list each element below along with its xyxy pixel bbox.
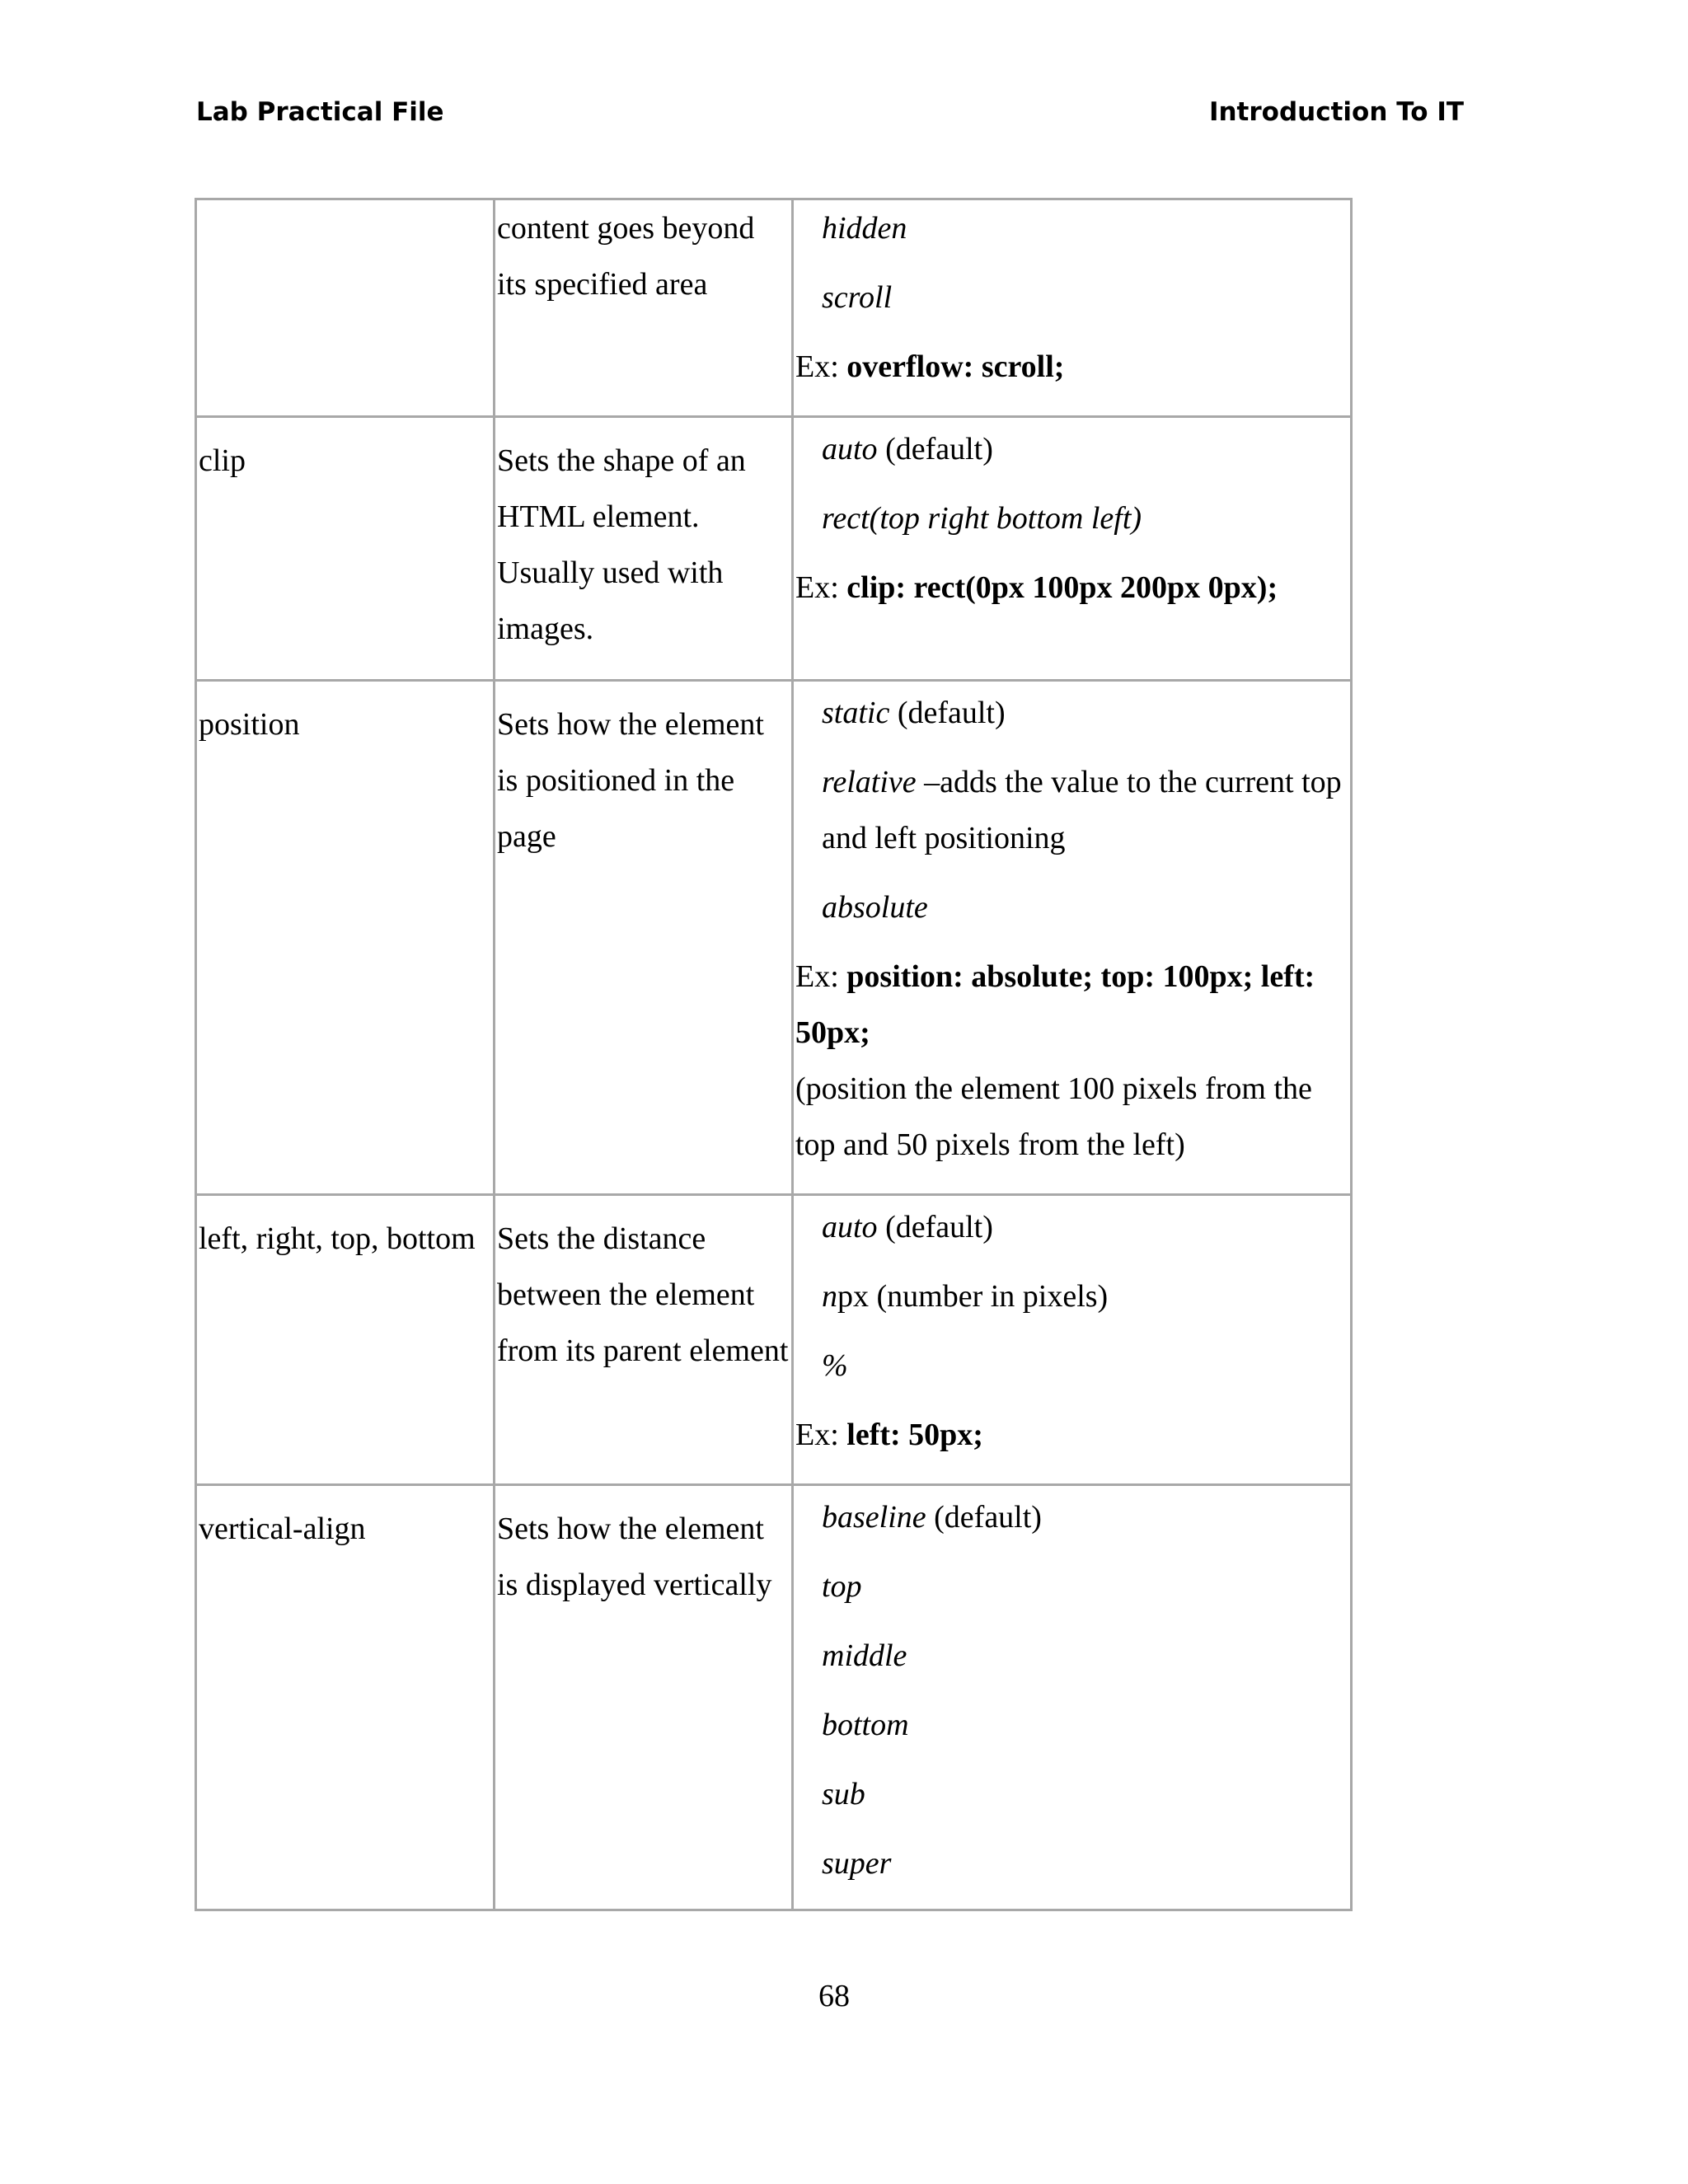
header-left: Lab Practical File — [196, 97, 444, 127]
example-line: Ex: position: absolute; top: 100px; left: 50px; — [795, 959, 1315, 1050]
example-note: (position the element 100 pixels from the top and 50 pixels from the left) — [795, 1071, 1312, 1162]
property-cell — [196, 199, 495, 417]
description-cell — [495, 681, 793, 1195]
option-value: % — [822, 1348, 848, 1383]
option-value: baseline (default) — [822, 1500, 1042, 1535]
values-cell — [793, 417, 1352, 681]
option-value: middle — [822, 1638, 907, 1673]
property-cell: position — [196, 681, 495, 1195]
description-text: content goes beyond its specified area — [497, 211, 755, 302]
description-cell — [495, 417, 793, 681]
table-row — [196, 199, 1352, 417]
example-line: Ex: overflow: scroll; — [795, 349, 1065, 384]
property-cell: clip — [196, 417, 495, 681]
option-value: rect(top right bottom left) — [822, 501, 1142, 536]
values-cell — [793, 1485, 1352, 1910]
option-value: auto (default) — [822, 1210, 993, 1244]
description-cell — [495, 199, 793, 417]
description-cell — [495, 1485, 793, 1910]
option-value: npx (number in pixels) — [822, 1279, 1109, 1314]
values-cell — [793, 199, 1352, 417]
table-row — [196, 681, 1352, 1195]
property-cell: vertical-align — [196, 1485, 495, 1910]
values-cell — [793, 681, 1352, 1195]
option-value: super — [822, 1846, 892, 1881]
description-text: Sets how the element is positioned in the page — [497, 707, 764, 854]
option-value: scroll — [822, 280, 893, 315]
option-value: relative –adds the value to the current top and left positioning — [822, 765, 1342, 855]
table-row — [196, 417, 1352, 681]
description-cell — [495, 1195, 793, 1485]
option-value: hidden — [822, 211, 907, 246]
property-cell: left, right, top, bottom — [196, 1195, 495, 1485]
example-line: Ex: left: 50px; — [795, 1418, 983, 1452]
header-right: Introduction To IT — [1208, 97, 1464, 127]
description-text: Sets the shape of an HTML element. Usually used with images. — [497, 443, 746, 646]
option-value: static (default) — [822, 696, 1006, 730]
example-line: Ex: clip: rect(0px 100px 200px 0px); — [795, 570, 1278, 605]
description-text: Sets how the element is displayed vertically — [497, 1511, 772, 1602]
option-value: bottom — [822, 1708, 909, 1742]
table-row — [196, 1485, 1352, 1910]
option-value: auto (default) — [822, 432, 993, 466]
table-row — [196, 1195, 1352, 1485]
option-value: top — [822, 1569, 862, 1604]
css-properties-table — [195, 198, 1353, 1911]
option-value: sub — [822, 1777, 865, 1811]
page-number: 68 — [818, 1979, 850, 2013]
description-text: Sets the distance between the element from its parent element — [497, 1221, 789, 1368]
values-cell — [793, 1195, 1352, 1485]
option-value: absolute — [822, 890, 928, 925]
